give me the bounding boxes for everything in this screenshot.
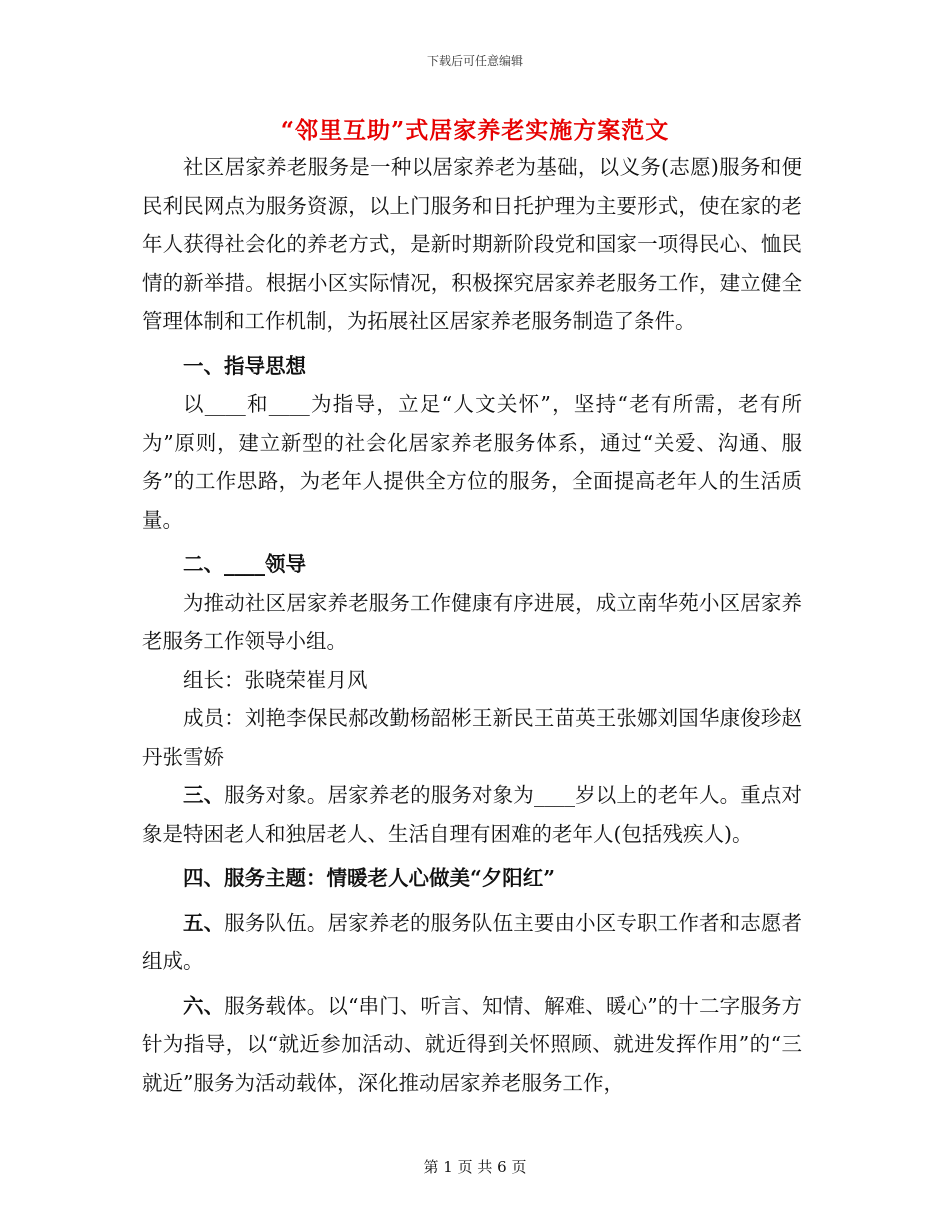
group-leader-line: 组长：张晓荣崔月风 [183,667,368,692]
service-carrier-text: 服务载体。以“串门、听言、知情、解难、暖心”的十二字服务方针为指导，以“就近参加活动、就近得到关怀照顾、就进发挥作用”的“三就近”服务为活动载体，深化推动居家养老服务工作， [142,993,803,1095]
service-team-paragraph [142,904,802,981]
section-number-5: 五、 [183,910,225,935]
group-members-line: 成员：刘艳李保民郝改勤杨韶彬王新民王苗英王张娜刘国华康俊珍赵丹张雪娇 [142,706,802,769]
section-heading-leadership: 二、____领导 [183,552,306,576]
guiding-ideology-paragraph: 以____和____为指导，立足“人文关怀”，坚持“老有所需，老有所为”原则，建立新型的社会化居家养老服务体系，通过“关爱、沟通、服务”的工作思路，为老年人提供全方位的服务，全面提高老年人的生活质量。 [142,392,802,532]
service-theme-heading: 四、服务主题：情暖老人心做美“夕阳红” [183,866,556,890]
intro-paragraph: 社区居家养老服务是一种以居家养老为基础，以义务(志愿)服务和便民利民网点为服务资源，以上门服务和日托护理为主要形式，使在家的老年人获得社会化的养老方式，是新时期新阶段党和国家一项得民心、恤民情的新举措。根据小区实际情况，积极探究居家养老服务工作，建立健全管理体制和工作机制，为拓展社区居家养老服务制造了条件。 [142,155,802,333]
service-target-text: 服务对象。居家养老的服务对象为____岁以上的老年人。重点对象是特困老人和独居老人、生活自理有困难的老年人(包括残疾人)。 [142,783,803,846]
document-body [142,148,802,1102]
page-footer-number: 第 1 页 共 6 页 [423,1158,527,1176]
service-team-text: 服务队伍。居家养老的服务队伍主要由小区专职工作者和志愿者组成。 [142,910,803,973]
page-header-note: 下载后可任意编辑 [426,54,523,68]
service-carrier-paragraph [142,987,802,1103]
section-number-6: 六、 [183,993,225,1018]
document-title: “邻里互助”式居家养老实施方案范文 [280,117,670,144]
section-heading-guiding-ideology: 一、指导思想 [183,353,306,378]
service-target-paragraph [142,776,802,853]
leadership-paragraph: 为推动社区居家养老服务工作健康有序进展，成立南华苑小区居家养老服务工作领导小组。 [142,590,802,653]
section-number-3: 三、 [183,783,225,807]
